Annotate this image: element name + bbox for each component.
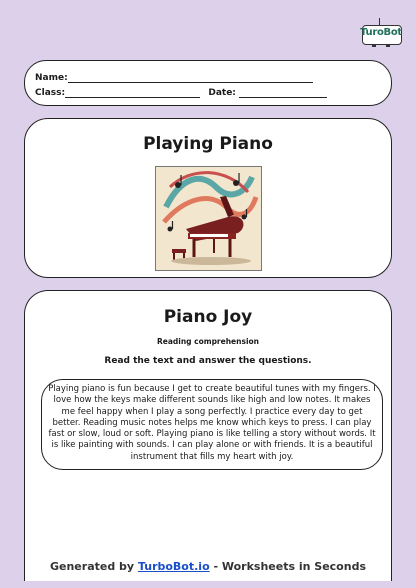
class-date-row [35,88,327,98]
reading-card [24,290,392,581]
name-row [35,73,313,83]
title-card [24,118,392,278]
name-label: Name: [35,73,68,83]
reading-passage: Playing piano is fun because I get to create beautiful tunes with my fingers. I love how the keys make different sounds like high and low notes. It makes me feel happy when I play a song perfectly. I practice every day to get better. Reading music notes helps me know which keys to press. I can play fast or slow, loud or soft. Playing piano is like telling a story without words. It is like painting with sounds. I can play alone or with friends. It is a beautiful instrument that fills my heart with joy. [41,379,383,470]
footer [0,560,416,573]
grand-piano-illustration [155,166,262,271]
date-field[interactable] [239,88,327,98]
date-label: Date: [208,88,236,98]
passage-title: Piano Joy [163,307,253,327]
instruction-text: Read the text and answer the questions. [104,356,312,366]
name-field[interactable] [68,73,313,83]
turbobot-link[interactable]: TurboBot.io [137,560,210,573]
worksheet-title: Playing Piano [143,134,273,154]
footer-suffix: - Worksheets in Seconds [213,560,366,573]
logo-text: TuroBot [360,27,402,38]
footer-prefix: Generated by [49,560,135,573]
student-info-card [24,60,392,106]
turobot-logo [358,18,404,48]
class-label: Class: [35,88,66,98]
activity-type: Reading comprehension [156,337,260,346]
class-field[interactable] [65,88,200,98]
